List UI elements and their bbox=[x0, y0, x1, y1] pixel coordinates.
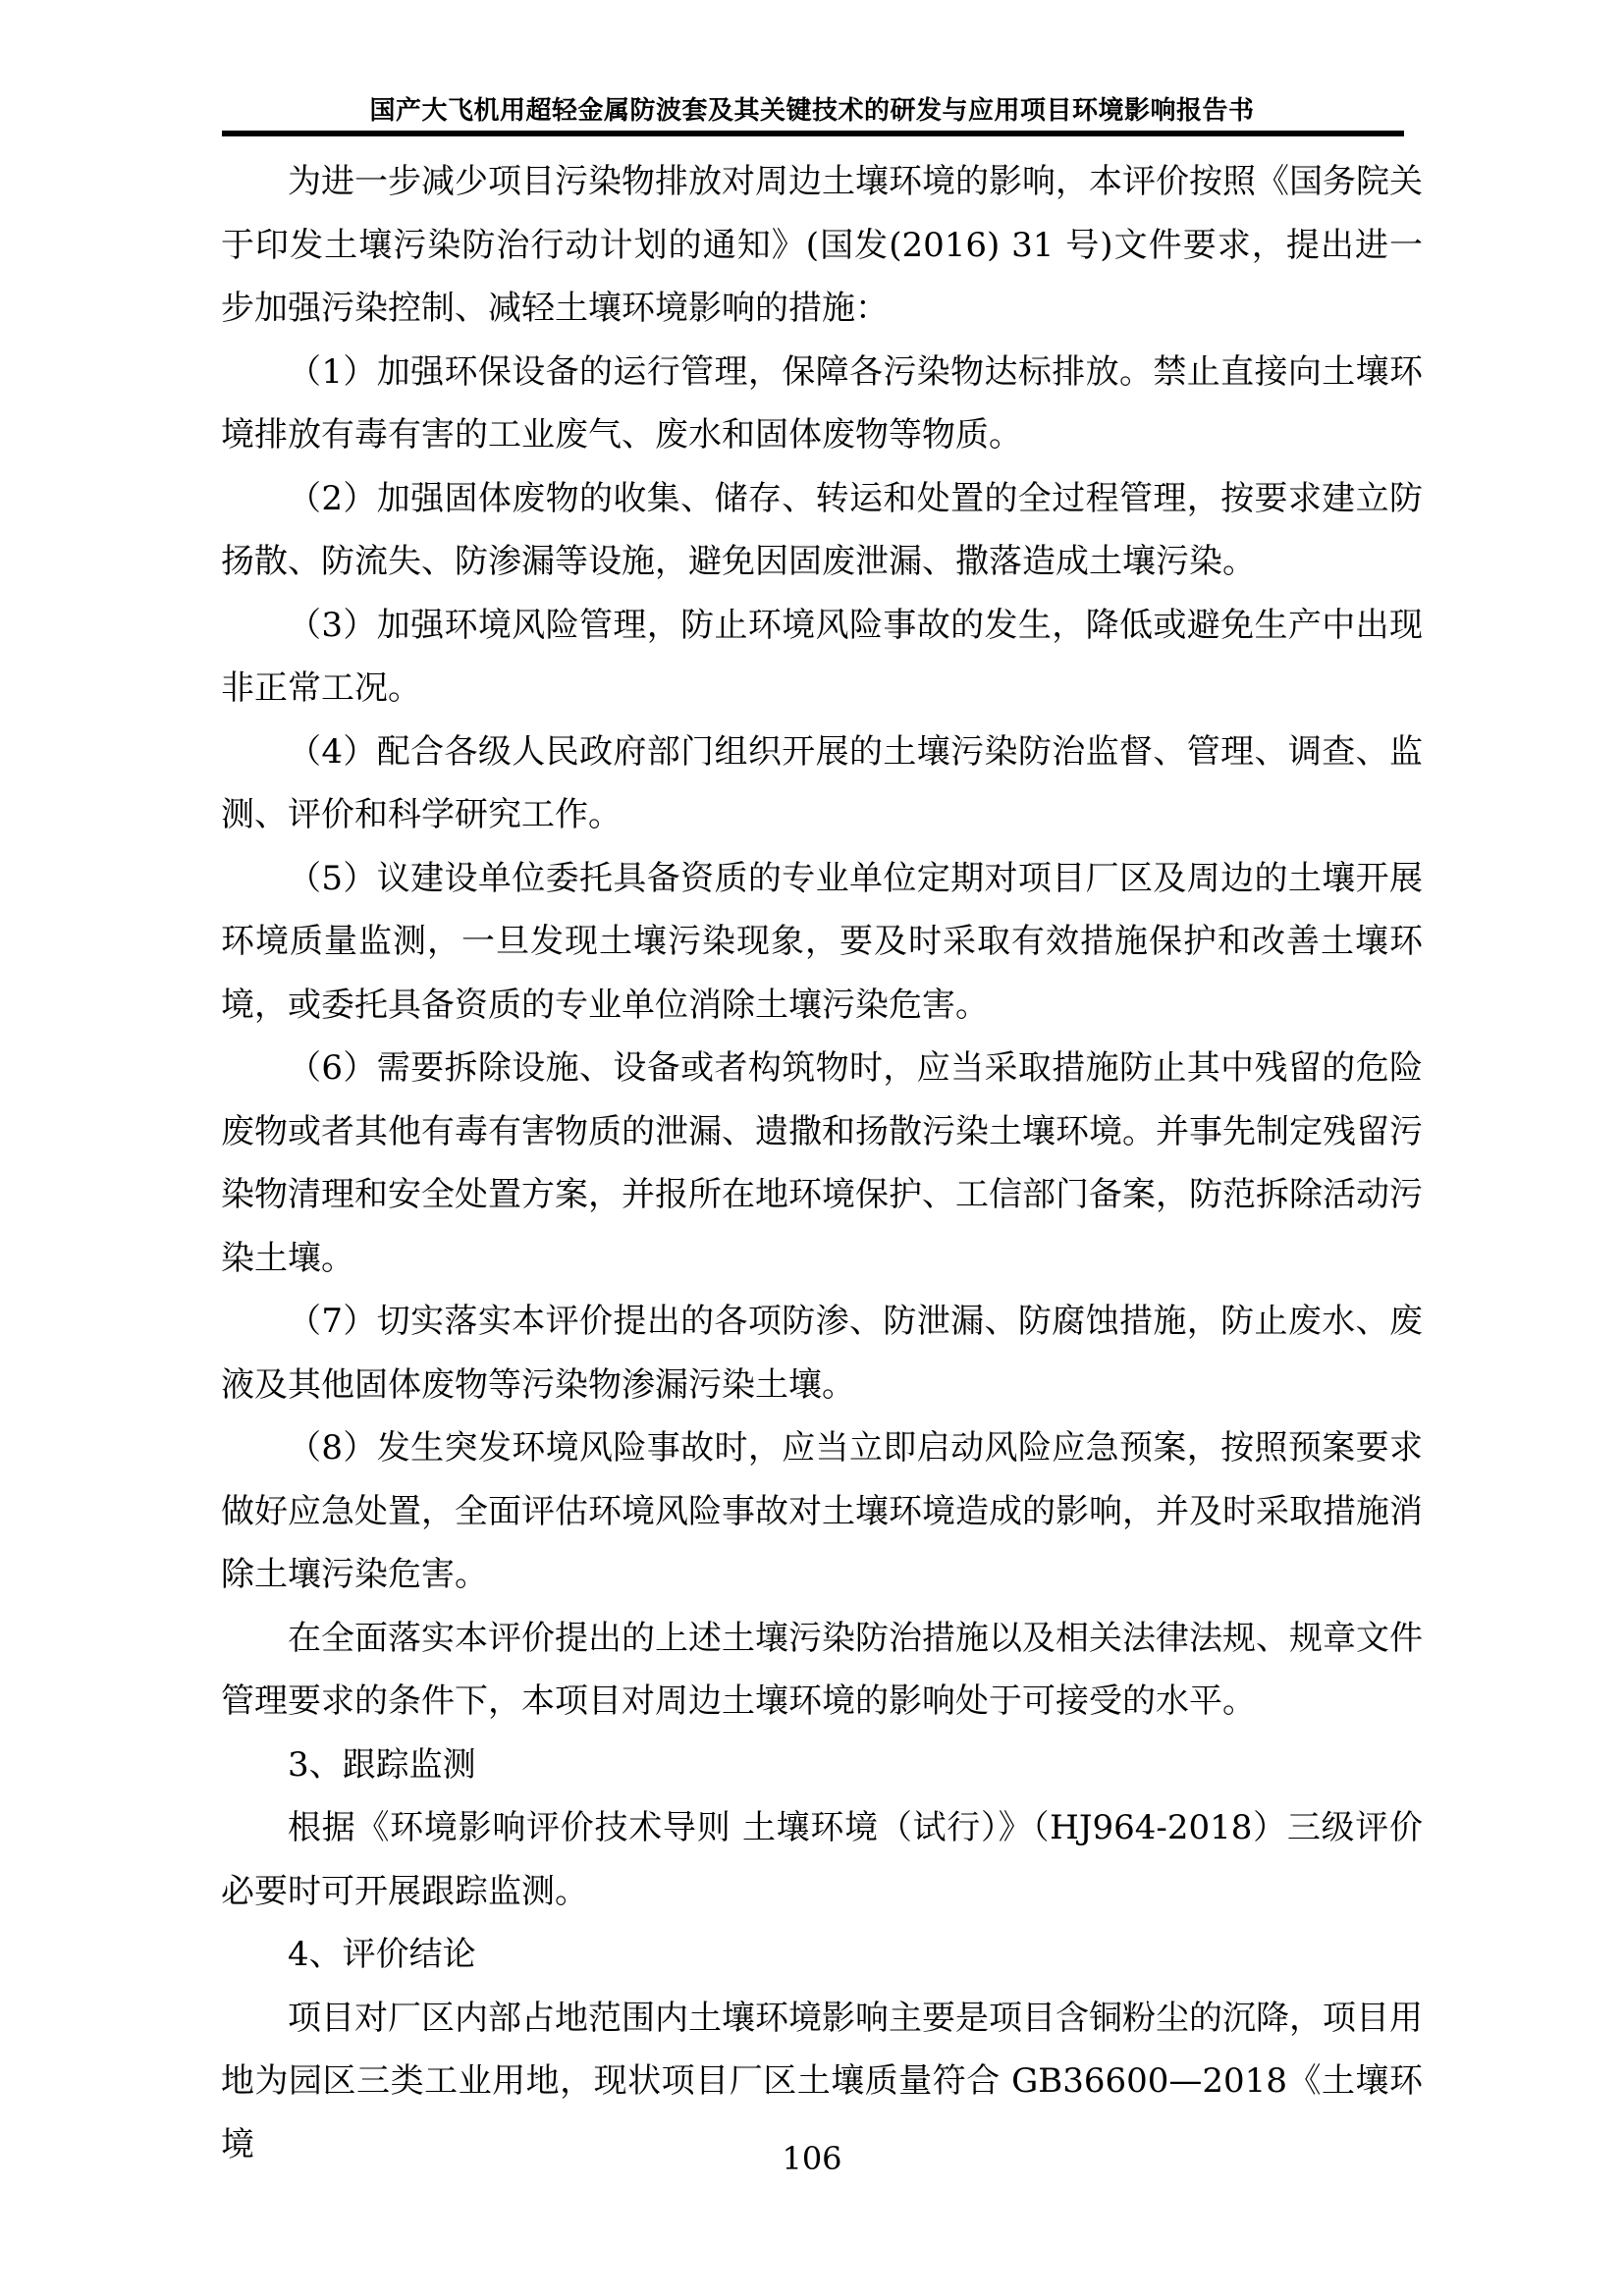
paragraph-item-6: （6）需要拆除设施、设备或者构筑物时，应当采取措施防止其中残留的危险废物或者其他有毒有害物质的泄漏、遗撒和扬散污染土壤环境。并事先制定残留污染物清理和安全处置方案，并报所在地环境保护、工信部门备案，防范拆除活动污染土壤。 bbox=[221, 1048, 1423, 1278]
section-heading-3: 3、跟踪监测 bbox=[288, 1744, 476, 1785]
paragraph-item-7: （7）切实落实本评价提出的各项防渗、防泄漏、防腐蚀措施，防止废水、废液及其他固体废物等污染物渗漏污染土壤。 bbox=[221, 1302, 1423, 1405]
paragraph-evaluation: 项目对厂区内部占地范围内土壤环境影响主要是项目含铜粉尘的沉降，项目用地为园区三类工业用地，现状项目厂区土壤质量符合 GB36600—2018《土壤环境 bbox=[221, 1998, 1423, 2164]
paragraph-item-5: （5）议建设单位委托具备资质的专业单位定期对项目厂区及周边的土壤开展环境质量监测，一旦发现土壤污染现象，要及时采取有效措施保护和改善土壤环境，或委托具备资质的专业单位消除土壤污染危害。 bbox=[221, 858, 1423, 1025]
paragraph-tracking: 根据《环境影响评价技术导则 土壤环境（试行）》（HJ964-2018）三级评价必要时可开展跟踪监测。 bbox=[221, 1808, 1423, 1911]
paragraph-item-8: （8）发生突发环境风险事故时，应当立即启动风险应急预案，按照预案要求做好应急处置，全面评估环境风险事故对土壤环境造成的影响，并及时采取措施消除土壤污染危害。 bbox=[221, 1428, 1423, 1594]
document-body bbox=[221, 150, 1423, 2176]
section-heading-4: 4、评价结论 bbox=[288, 1935, 476, 1974]
header-divider bbox=[222, 131, 1404, 136]
paragraph-item-2: （2）加强固体废物的收集、储存、转运和处置的全过程管理，按要求建立防扬散、防流失、防渗漏等设施，避免因固废泄漏、撒落造成土壤污染。 bbox=[221, 478, 1423, 581]
page-header-title: 国产大飞机用超轻金属防波套及其关键技术的研发与应用项目环境影响报告书 bbox=[369, 96, 1255, 126]
page-number: 106 bbox=[782, 2140, 842, 2177]
paragraph-conclusion: 在全面落实本评价提出的上述土壤污染防治措施以及相关法律法规、规章文件管理要求的条件下，本项目对周边土壤环境的影响处于可接受的水平。 bbox=[221, 1618, 1423, 1721]
paragraph-item-4: （4）配合各级人民政府部门组织开展的土壤污染防治监督、管理、调查、监测、评价和科学研究工作。 bbox=[221, 731, 1423, 834]
paragraph-intro: 为进一步减少项目污染物排放对周边土壤环境的影响，本评价按照《国务院关于印发土壤污染防治行动计划的通知》(国发(2016) 31 号)文件要求，提出进一步加强污染控制、减轻土壤环境影响的措施： bbox=[221, 162, 1423, 328]
paragraph-item-1: （1）加强环保设备的运行管理，保障各污染物达标排放。禁止直接向土壤环境排放有毒有害的工业废气、废水和固体废物等物质。 bbox=[221, 351, 1423, 454]
paragraph-item-3: （3）加强环境风险管理，防止环境风险事故的发生，降低或避免生产中出现非正常工况。 bbox=[221, 605, 1423, 708]
